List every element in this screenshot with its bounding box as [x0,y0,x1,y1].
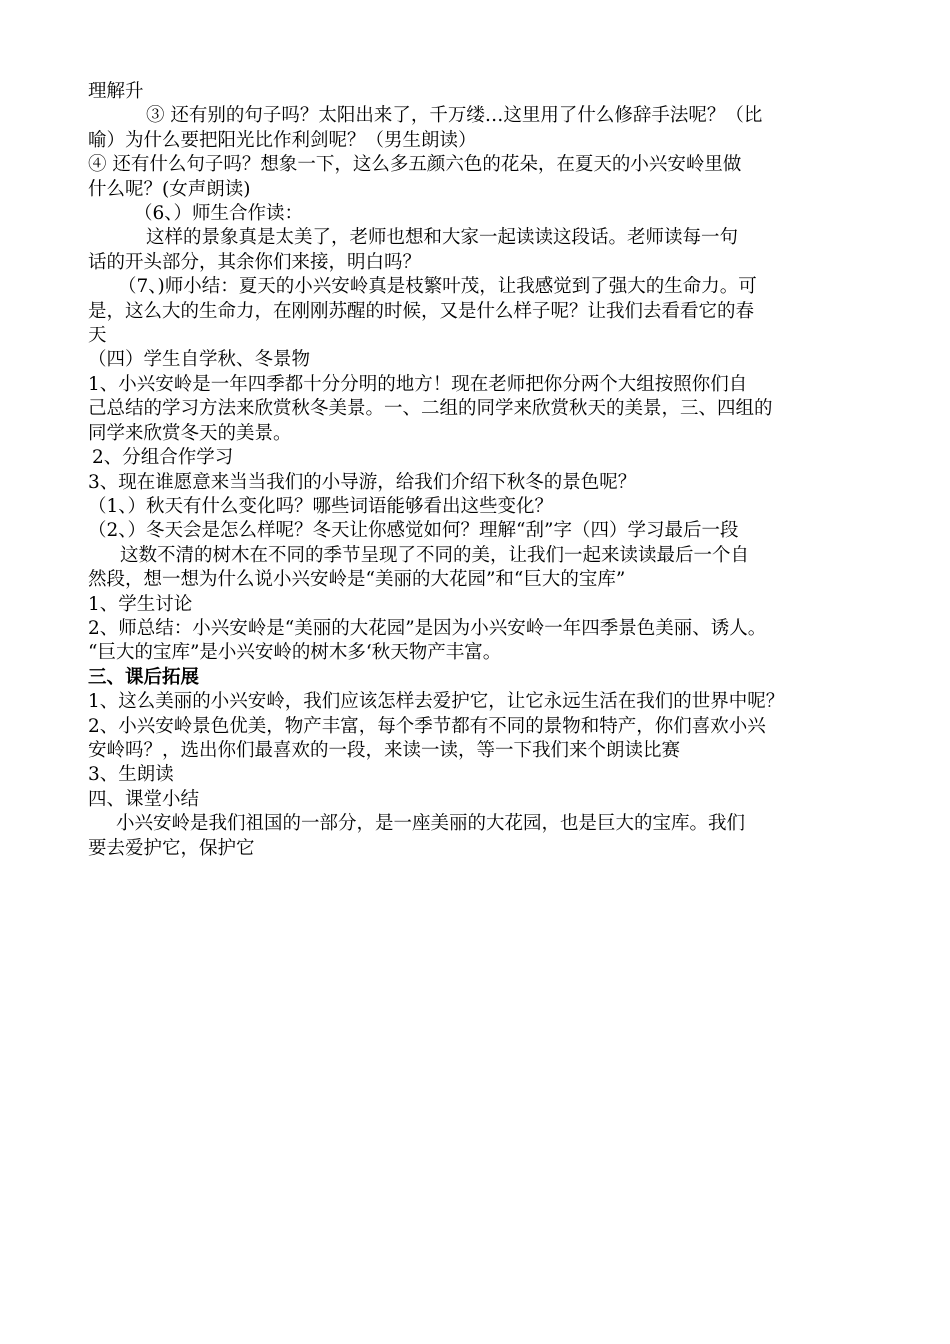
text-line: 2、小兴安岭景色优美，物产丰富，每个季节都有不同的景物和特产，你们喜欢小兴 [88,715,766,737]
text-line: 天 [88,325,107,347]
text-line: 然段，想一想为什么说小兴安岭是“美丽的大花园”和“巨大的宝库” [88,569,626,591]
text-line: 话的开头部分，其余你们来接，明白吗？ [88,251,422,273]
text-line: 这样的景象真是太美了，老师也想和大家一起读读这段话。老师读每一句 [146,227,739,249]
text-line: （6、）师生合作读： [134,203,304,225]
text-line: 什么呢？(女声朗读) [88,178,251,200]
text-line: （1、）秋天有什么变化吗？哪些词语能够看出这些变化？ [88,495,554,517]
section-heading: 三、课后拓展 [88,666,200,688]
section-heading: （四）学生自学秋、冬景物 [88,349,311,371]
text-line: 小兴安岭是我们祖国的一部分，是一座美丽的大花园，也是巨大的宝库。我们 [116,813,746,835]
text-line: （7、)师小结：夏天的小兴安岭真是枝繁叶茂，让我感觉到了强大的生命力。可 [118,276,757,298]
text-line: 喻）为什么要把阳光比作利剑呢？（男生朗读） [88,129,477,151]
text-line: 己总结的学习方法来欣赏秋冬美景。一、二组的同学来欣赏秋天的美景，三、四组的 [88,398,773,420]
text-line: 是，这么大的生命力，在刚刚苏醒的时候，又是什么样子呢？让我们去看看它的春 [88,300,755,322]
text-line: 1、小兴安岭是一年四季都十分分明的地方！现在老师把你分两个大组按照你们自 [88,373,748,395]
document-page [88,80,888,861]
text-line: 3、现在谁愿意来当当我们的小导游，给我们介绍下秋冬的景色呢？ [88,471,637,493]
section-heading: 四、课堂小结 [88,788,200,810]
text-line: 2、师总结：小兴安岭是“美丽的大花园”是因为小兴安岭一年四季景色美丽、诱人。 [88,617,767,639]
text-line: （2、）冬天会是怎么样呢？冬天让你感觉如何？理解“刮”字（四）学习最后一段 [88,520,739,542]
text-line: 3、生朗读 [88,764,174,786]
text-line: 2、分组合作学习 [92,447,234,469]
text-line: ④ 还有什么句子吗？想象一下，这么多五颜六色的花朵，在夏天的小兴安岭里做 [88,154,742,176]
text-line: 安岭吗？，选出你们最喜欢的一段，来读一读，等一下我们来个朗读比赛 [88,739,681,761]
text-line: 要去爱护它，保护它 [88,837,255,859]
text-line: 同学来欣赏冬天的美景。 [88,422,292,444]
text-line: 这数不清的树木在不同的季节呈现了不同的美，让我们一起来读读最后一个自 [120,544,750,566]
text-line: 理解升 [88,81,144,102]
text-line: “巨大的宝库”是小兴安岭的树木多‘秋天物产丰富。 [88,642,502,664]
text-line: ③ 还有别的句子吗？太阳出来了，千万缕…这里用了什么修辞手法呢？（比 [146,105,763,127]
text-line: 1、学生讨论 [88,593,193,615]
text-line: 1、这么美丽的小兴安岭，我们应该怎样去爱护它，让它永远生活在我们的世界中呢？ [88,691,785,713]
